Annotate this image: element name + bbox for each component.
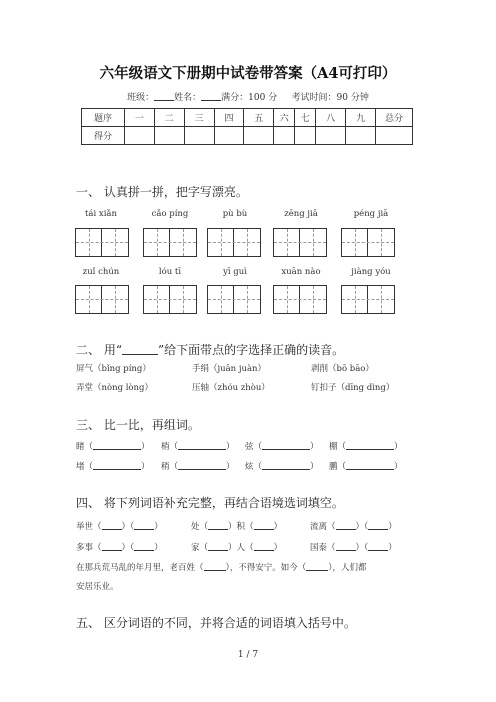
compare-item: 弦（ ） (245, 442, 319, 452)
pinyin-label: péng jiā (353, 209, 389, 219)
score-header-cell: 六 (274, 109, 295, 127)
writing-grid[interactable] (143, 285, 197, 314)
score-cell[interactable] (316, 127, 346, 145)
context-text: ），不得安宁。如今（ (225, 563, 307, 573)
score-cell[interactable] (244, 127, 274, 145)
page-title: 六年级语文下册期中试卷带答案（A4可打印） (99, 65, 397, 82)
section-5-title: 五、 区分词语的不同，并将合适的词语填入括号中。 (76, 616, 356, 630)
writing-grid[interactable] (341, 285, 395, 314)
section-2-title-a: 二、 用“ (76, 343, 122, 357)
compare-char: 堵 (76, 462, 85, 472)
section-1-title: 一、 认真拼一拼，把字写漂亮。 (76, 185, 248, 199)
answer-blank[interactable] (336, 520, 356, 530)
compare-item: 棚（ ） (329, 442, 403, 452)
reading-item: 手绢（juān juàn） (192, 364, 267, 374)
answer-blank[interactable] (102, 541, 122, 551)
idiom-text: 国泰 (310, 543, 328, 553)
score-table (81, 108, 413, 145)
context-text: 在那兵荒马乱的年月里，老百姓（ (76, 563, 204, 573)
answer-blank[interactable] (102, 520, 122, 530)
compare-item: 梢（ ） (161, 442, 235, 452)
writing-grid[interactable] (75, 285, 129, 314)
score-cell[interactable] (274, 127, 295, 145)
writing-grid[interactable] (341, 228, 395, 257)
compare-item: 鹏（ ） (329, 462, 403, 472)
writing-grid[interactable] (273, 285, 327, 314)
score-header-cell: 三 (184, 109, 214, 127)
writing-grid[interactable] (207, 228, 261, 257)
idiom-text: 人 (236, 543, 246, 553)
compare-char: 棚 (329, 442, 338, 452)
pinyin-label: pù bù (222, 209, 248, 219)
writing-grid[interactable] (143, 228, 197, 257)
context-sentence-end: 安居乐业。 (76, 582, 119, 592)
section-3-title: 三、 比一比，再组词。 (76, 418, 200, 432)
answer-blank[interactable] (93, 440, 141, 450)
idiom-text: 家 (191, 543, 200, 553)
compare-char: 梢 (161, 442, 170, 452)
answer-blank[interactable] (368, 541, 388, 551)
answer-blank[interactable] (262, 440, 310, 450)
answer-blank[interactable] (306, 561, 328, 571)
writing-grid[interactable] (207, 285, 261, 314)
score-header-cell: 题序 (82, 109, 125, 127)
score-cell[interactable] (376, 127, 413, 145)
compare-item: 睹（ ） (76, 442, 150, 452)
section-2-title (76, 341, 344, 358)
answer-blank[interactable] (178, 460, 226, 470)
idiom-item: 家（ ）人（ ） (191, 543, 283, 553)
idiom-text: 处 (191, 522, 200, 532)
score-header-cell: 四 (214, 109, 244, 127)
idiom-text: 举世 (76, 522, 94, 532)
pinyin-label: zuǐ chún (82, 267, 120, 277)
class-blank (154, 91, 174, 101)
score-cell[interactable] (154, 127, 184, 145)
writing-grid[interactable] (75, 228, 129, 257)
score-cell[interactable] (295, 127, 316, 145)
compare-char: 睹 (76, 442, 85, 452)
pinyin-label: jiàng yóu (351, 267, 391, 277)
compare-char: 稍 (161, 462, 170, 472)
pinyin-label: cǎo píng (151, 209, 189, 219)
full-score: 满分：100 分 (221, 93, 278, 103)
score-cell[interactable] (125, 127, 155, 145)
class-label: 班级： (127, 93, 155, 103)
section-2-underline (122, 342, 158, 355)
score-row-label: 得分 (82, 127, 125, 145)
score-table-header-row (82, 109, 413, 127)
compare-item: 堵（ ） (76, 462, 150, 472)
answer-blank[interactable] (262, 460, 310, 470)
idiom-item: 流离（ ）（ ） (310, 522, 397, 532)
answer-blank[interactable] (134, 541, 154, 551)
compare-item: 稍（ ） (161, 462, 235, 472)
answer-blank[interactable] (178, 440, 226, 450)
idiom-text: 多事 (76, 543, 94, 553)
compare-char: 炫 (245, 462, 254, 472)
answer-blank[interactable] (346, 440, 394, 450)
answer-blank[interactable] (254, 520, 274, 530)
idiom-text: 流离 (310, 522, 328, 532)
answer-blank[interactable] (208, 541, 228, 551)
reading-item: 弄堂（nòng lòng） (76, 383, 153, 393)
answer-blank[interactable] (204, 561, 226, 571)
idiom-item: 处（ ）积（ ） (191, 522, 283, 532)
answer-blank[interactable] (93, 460, 141, 470)
score-header-cell: 二 (154, 109, 184, 127)
score-cell[interactable] (214, 127, 244, 145)
score-table-score-row (82, 127, 413, 145)
pinyin-label: yī guì (223, 267, 247, 277)
score-header-cell: 五 (244, 109, 274, 127)
score-header-cell: 八 (316, 109, 346, 127)
answer-blank[interactable] (346, 460, 394, 470)
name-label: 姓名： (174, 93, 202, 103)
idiom-item: 多事（ ）（ ） (76, 543, 163, 553)
pinyin-label: zēng jiā (284, 209, 318, 219)
section-2-title-b: ”给下面带点的字选择正确的读音。 (157, 343, 345, 357)
reading-item: 屏气（bǐng píng） (76, 364, 151, 374)
pinyin-label: xuān nào (281, 267, 321, 277)
idiom-text: 积 (236, 522, 246, 532)
score-cell[interactable] (184, 127, 214, 145)
score-header-cell: 九 (346, 109, 376, 127)
context-text: ），人们都 (328, 563, 367, 573)
answer-blank[interactable] (368, 520, 388, 530)
reading-item: 压轴（zhóu zhòu） (192, 383, 270, 393)
exam-time: 考试时间：90 分钟 (291, 93, 369, 103)
compare-char: 鹏 (329, 462, 338, 472)
page-number: 1 / 7 (237, 650, 259, 660)
score-header-cell: 七 (295, 109, 316, 127)
answer-blank[interactable] (134, 520, 154, 530)
compare-char: 弦 (245, 442, 254, 452)
reading-item: 剥削（bō bāo） (311, 364, 374, 374)
writing-grid[interactable] (273, 228, 327, 257)
idiom-item: 举世（ ）（ ） (76, 522, 163, 532)
pinyin-label: tái xiǎn (85, 209, 117, 219)
answer-blank[interactable] (208, 520, 228, 530)
context-sentence (76, 561, 367, 573)
score-cell[interactable] (346, 127, 376, 145)
name-blank (201, 91, 221, 101)
section-4-title: 四、 将下列词语补充完整，再结合语境选词填空。 (76, 496, 344, 510)
compare-item: 炫（ ） (245, 462, 319, 472)
answer-blank[interactable] (254, 541, 274, 551)
score-header-cell: 总分 (376, 109, 413, 127)
answer-blank[interactable] (336, 541, 356, 551)
idiom-item: 国泰（ ）（ ） (310, 543, 397, 553)
reading-item: 钉扣子（dīng dìng） (311, 383, 395, 393)
exam-info (0, 90, 496, 103)
pinyin-label: lóu tī (158, 267, 182, 277)
score-header-cell: 一 (125, 109, 155, 127)
